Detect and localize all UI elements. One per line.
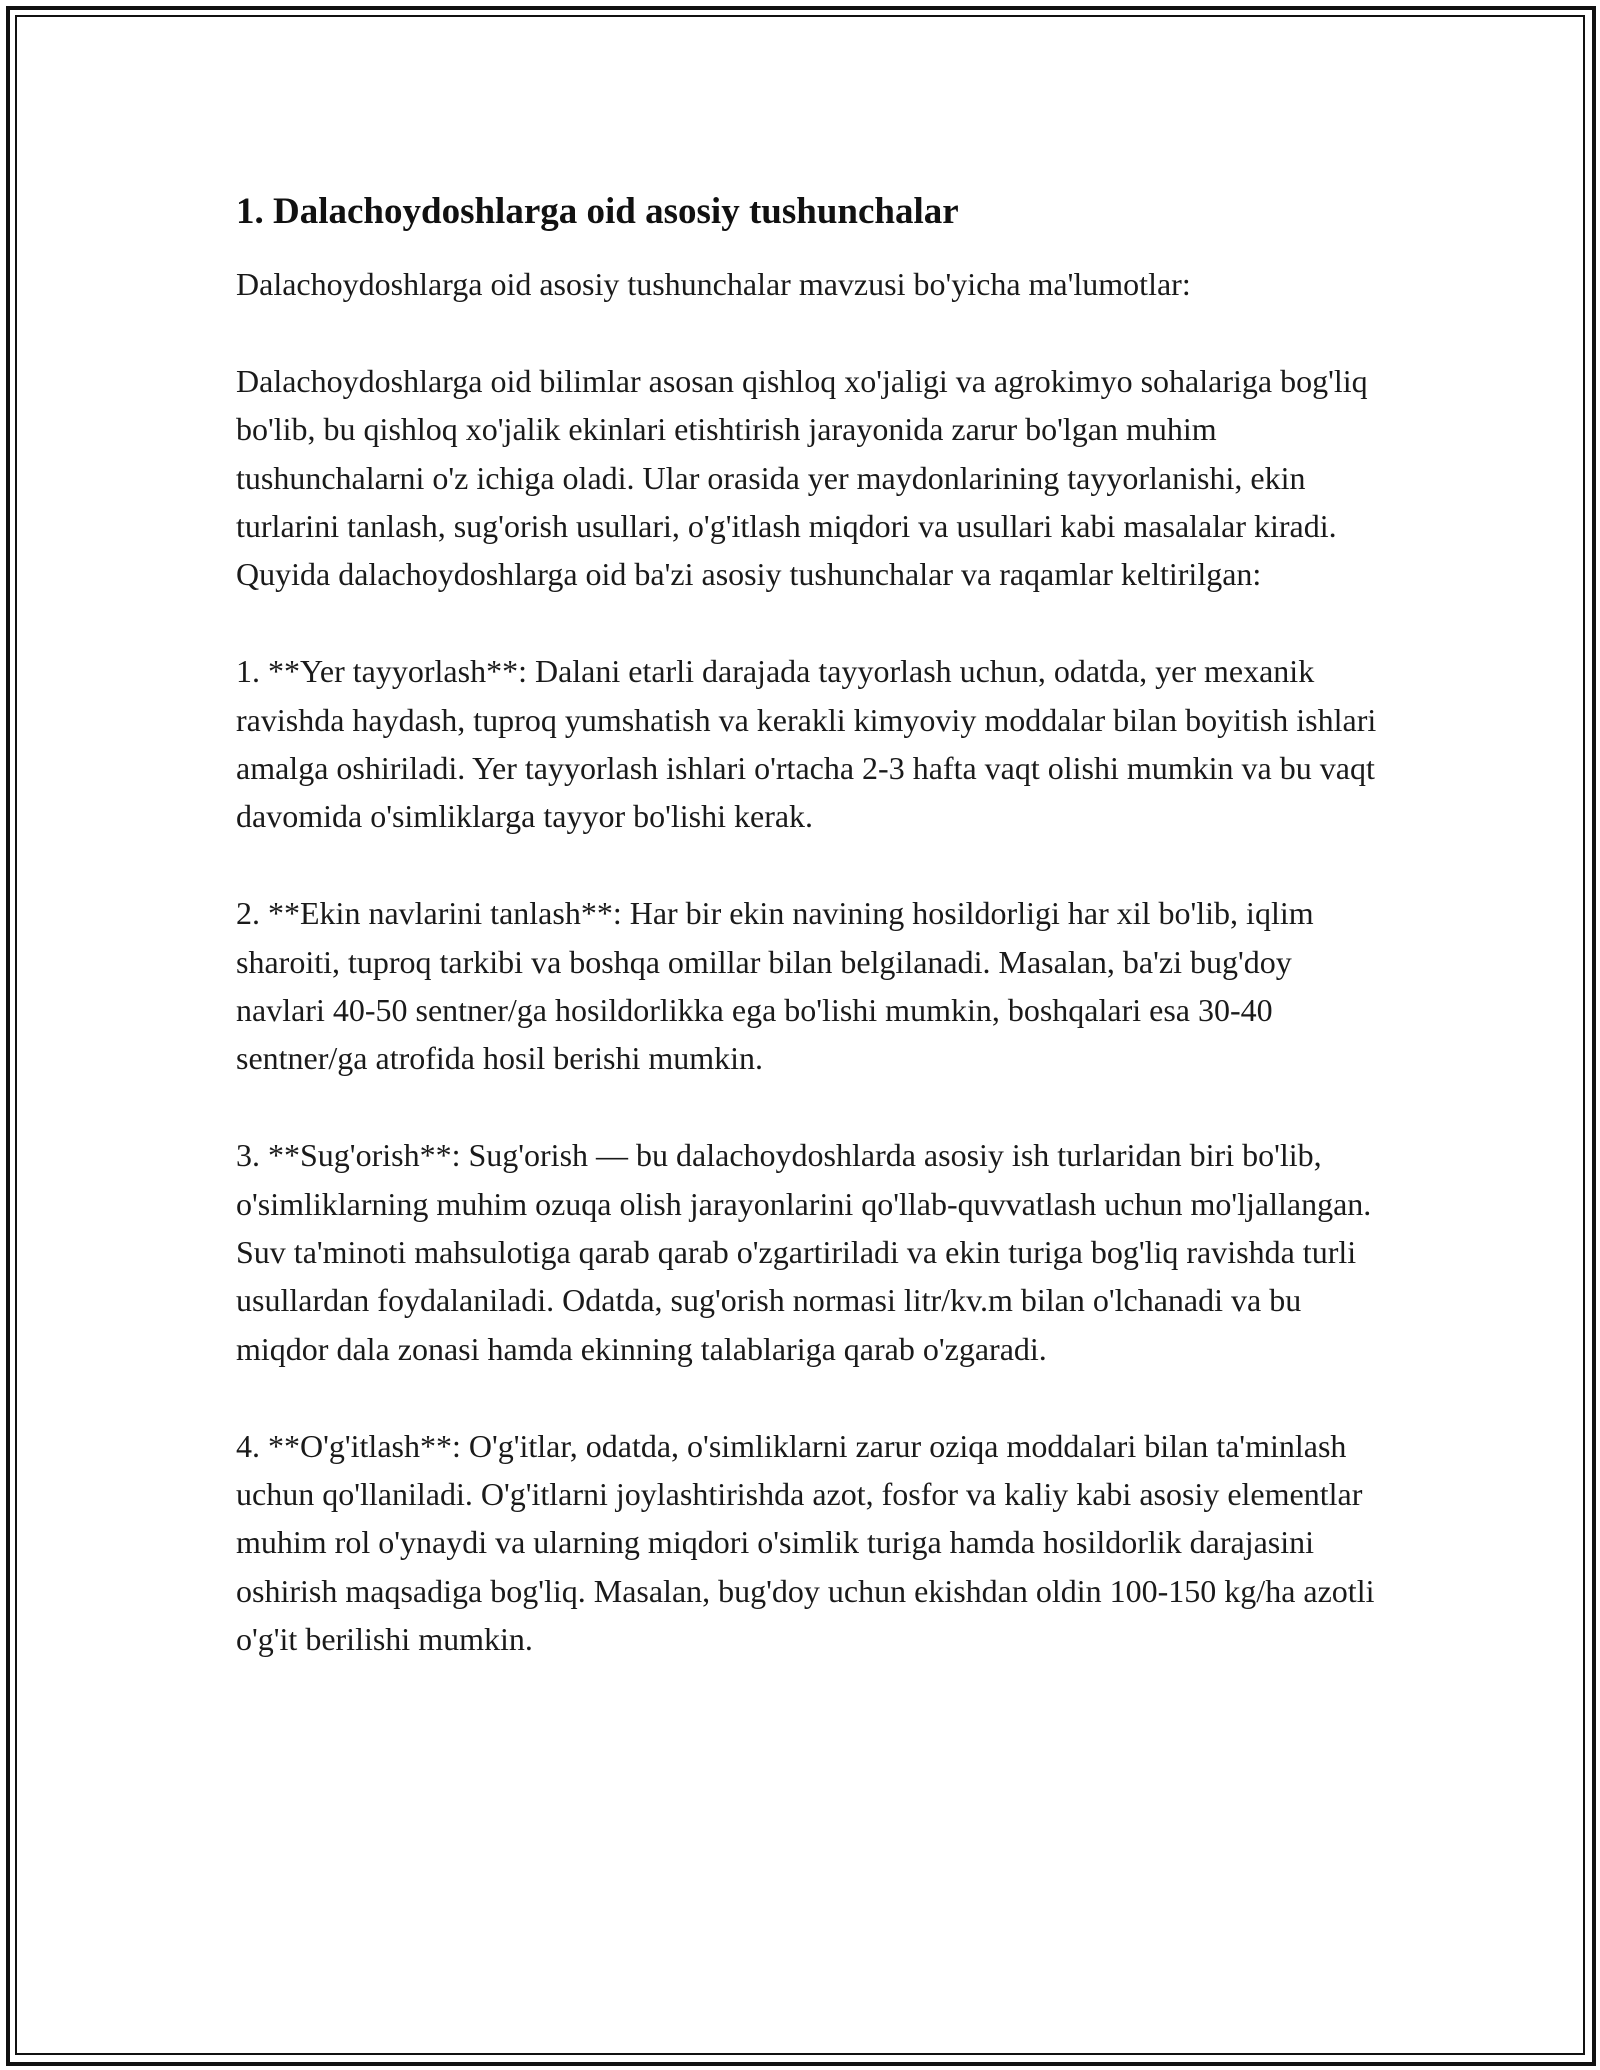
list-item-ogitlash: 4. **O'g'itlash**: O'g'itlar, odatda, o'simliklarni zarur oziqa moddalari bilan ta'minlash uchun qo'llaniladi. O'g'itlarni joylashtirishda azot, fosfor va kaliy kabi asosiy elementlar muhim rol o'ynaydi va ularning miqdori o'simlik turiga hamda hosildorlik darajasini oshirish maqsadiga bog'liq. Masalan, bug'doy uchun ekishdan oldin 100-150 kg/ha azotli o'g'it berilishi mumkin. — [236, 1427, 1375, 1658]
overview-paragraph: Dalachoydoshlarga oid bilimlar asosan qishloq xo'jaligi va agrokimyo sohalariga bog'liq bo'lib, bu qishloq xo'jalik ekinlari etishtirish jarayonida zarur bo'lgan muhim tushunchalarni o'z ichiga oladi. Ular orasida yer maydonlarining tayyorlanishi, ekin turlarini tanlash, sug'orish usullari, o'g'itlash miqdori va usullari kabi masalalar kiradi. Quyida dalachoydoshlarga oid ba'zi asosiy tushunchalar va raqamlar keltirilgan: — [236, 362, 1368, 593]
intro-paragraph: Dalachoydoshlarga oid asosiy tushunchalar mavzusi bo'yicha ma'lumotlar: — [236, 266, 1191, 302]
list-item-yer-tayyorlash: 1. **Yer tayyorlash**: Dalani etarli darajada tayyorlash uchun, odatda, yer mexanik ravishda haydash, tuproq yumshatish va kerakli kimyoviy moddalar bilan boyitish ishlari amalga oshiriladi. Yer tayyorlash ishlari o'rtacha 2-3 hafta vaqt olishi mumkin va bu vaqt davomida o'simliklarga tayyor bo'lishi kerak. — [236, 653, 1377, 835]
section-heading: 1. Dalachoydoshlarga oid asosiy tushunchalar — [236, 191, 959, 232]
document-body — [236, 186, 1386, 1664]
list-item-ekin-navlarini-tanlash: 2. **Ekin navlarini tanlash**: Har bir ekin navining hosildorligi har xil bo'lib, iqlim sharoiti, tuproq tarkibi va boshqa omillar bilan belgilanadi. Masalan, ba'zi bug'doy navlari 40-50 sentner/ga hosildorlikka ega bo'lishi mumkin, boshqalari esa 30-40 sentner/ga atrofida hosil berishi mumkin. — [236, 895, 1314, 1077]
list-item-sugorish: 3. **Sug'orish**: Sug'orish — bu dalachoydoshlarda asosiy ish turlaridan biri bo'lib, o'simliklarning muhim ozuqa olish jarayonlarini qo'llab-quvvatlash uchun mo'ljallangan. Suv ta'minoti mahsulotiga qarab qarab o'zgartiriladi va ekin turiga bog'liq ravishda turli usullardan foydalaniladi. Odatda, sug'orish normasi litr/kv.m bilan o'lchanadi va bu miqdor dala zonasi hamda ekinning talablariga qarab o'zgaradi. — [236, 1137, 1372, 1367]
